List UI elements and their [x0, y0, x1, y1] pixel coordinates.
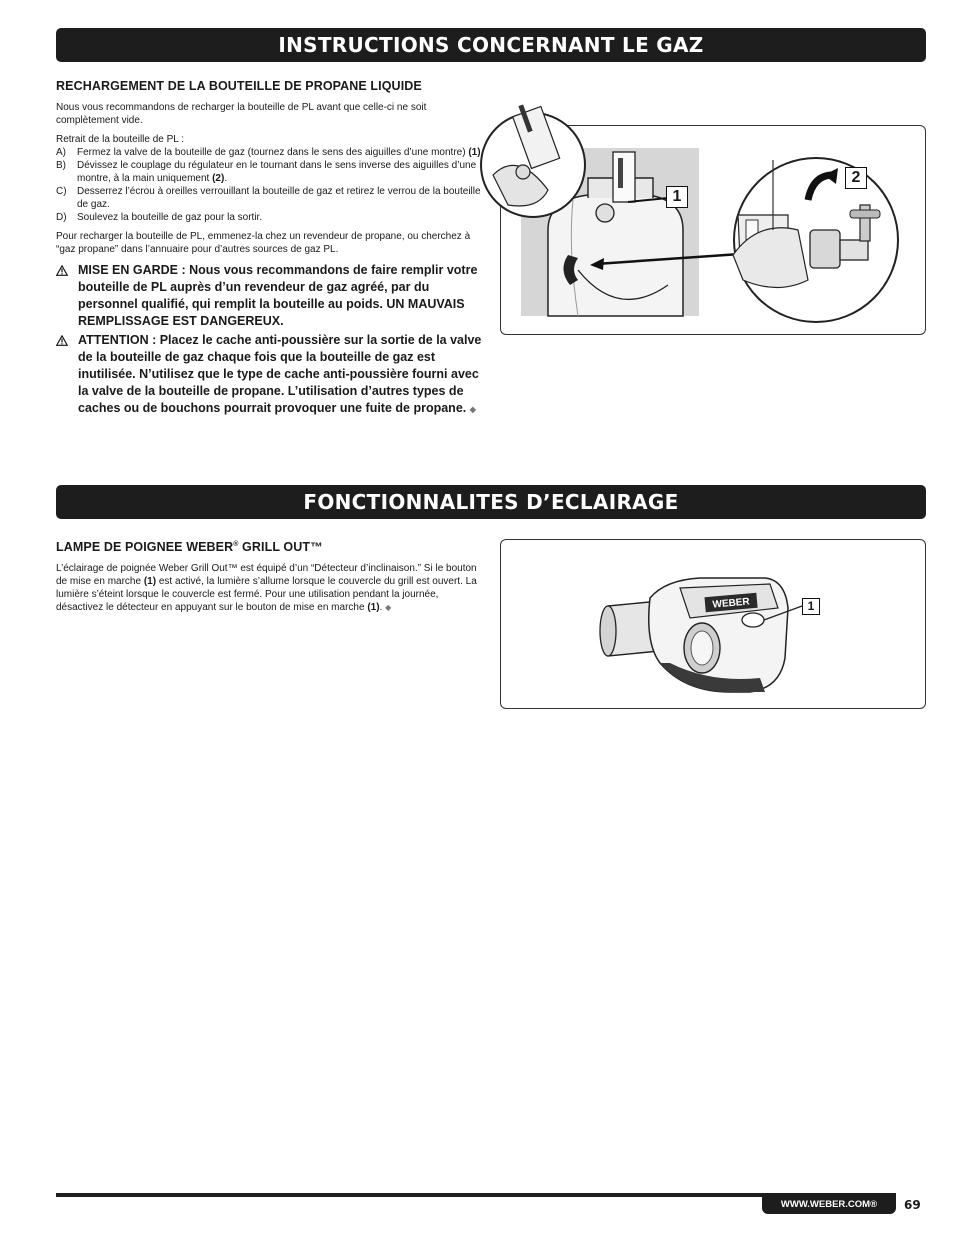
gas-section-banner	[56, 28, 926, 62]
callout-2: 2	[845, 167, 867, 189]
weber-logo: WEBER	[712, 596, 751, 611]
callout-1: 1	[666, 186, 688, 208]
list-item: D) Soulevez la bouteille de gaz pour la sortir.	[56, 212, 263, 223]
warning-triangle-icon	[56, 332, 78, 418]
lighting-text-column	[56, 538, 484, 620]
warning-triangle-icon	[56, 262, 78, 330]
diamond-icon: ◆	[385, 603, 392, 613]
propane-tank-illustration	[478, 80, 928, 330]
gas-section-title: INSTRUCTIONS CONCERNANT LE GAZ	[278, 33, 704, 57]
list-item: A) Fermez la valve de la bouteille de gaz (tournez dans le sens des aiguilles d’une montre) (1)	[56, 147, 481, 158]
removal-steps-list	[56, 146, 484, 224]
handle-light-illustration	[590, 568, 820, 698]
handle-light-description: L’éclairage de poignée Weber Grill Out™ est équipé d’un “Détecteur d’inclinaison.” Si le bouton de mise en marche (1) est activé, la lumière s’allume lorsque le couvercle du grill est ouvert. La lumière s’éteint lorsque le couvercle est fermé. Pour une utilisation pendant la journée, désactivez le détecteur en appuyant sur le bouton de mise en marche (1). ◆	[56, 563, 477, 614]
footer-website-link[interactable]: WWW.WEBER.COM®	[762, 1196, 896, 1214]
lighting-section-title: FONCTIONNALITES D’ECLAIRAGE	[303, 490, 679, 514]
gas-text-column	[56, 80, 484, 418]
page-number: 69	[904, 1198, 921, 1212]
handle-light-heading: LAMPE DE POIGNEE WEBER® GRILL OUT™	[56, 540, 323, 555]
refill-intro: Nous vous recommandons de recharger la bouteille de PL avant que celle-ci ne soit complètement vide.	[56, 102, 427, 126]
warning-refill: MISE EN GARDE : Nous vous recommandons de faire remplir votre bouteille de PL auprès d’un revendeur de gaz agréé, par du personnel qualifié, qui remplit la bouteille au poids. UN MAUVAIS REMPLISSAGE EST DANGEREUX.	[56, 262, 484, 330]
warning-dust-cap: ATTENTION : Placez le cache anti-poussière sur la sortie de la valve de la bouteille de gaz chaque fois que la bouteille de gaz est inutilisée. N’utilisez que le type de cache anti-poussière fourni avec la valve de la bouteille de propane. L’utilisation d’autres types de caches ou de bouchons pourrait provoquer une fuite de propane. ◆	[56, 332, 484, 418]
removal-steps-title: Retrait de la bouteille de PL :	[56, 134, 185, 145]
refill-instructions: Pour recharger la bouteille de PL, emmenez-la chez un revendeur de propane, ou cherchez à “gaz propane” dans l’annuaire pour d’autres sources de gaz PL.	[56, 231, 471, 255]
propane-refill-heading: RECHARGEMENT DE LA BOUTEILLE DE PROPANE LIQUIDE	[56, 79, 422, 93]
lighting-section-banner	[56, 485, 926, 519]
callout-1-light: 1	[802, 598, 820, 615]
list-item: C) Desserrez l’écrou à oreilles verrouillant la bouteille de gaz et retirez le verrou de la bouteille de gaz.	[56, 186, 481, 210]
list-item: B) Dévissez le couplage du régulateur en le tournant dans le sens inverse des aiguilles d’une montre, à la main uniquement (2).	[56, 160, 477, 184]
diamond-icon: ◆	[469, 405, 476, 414]
